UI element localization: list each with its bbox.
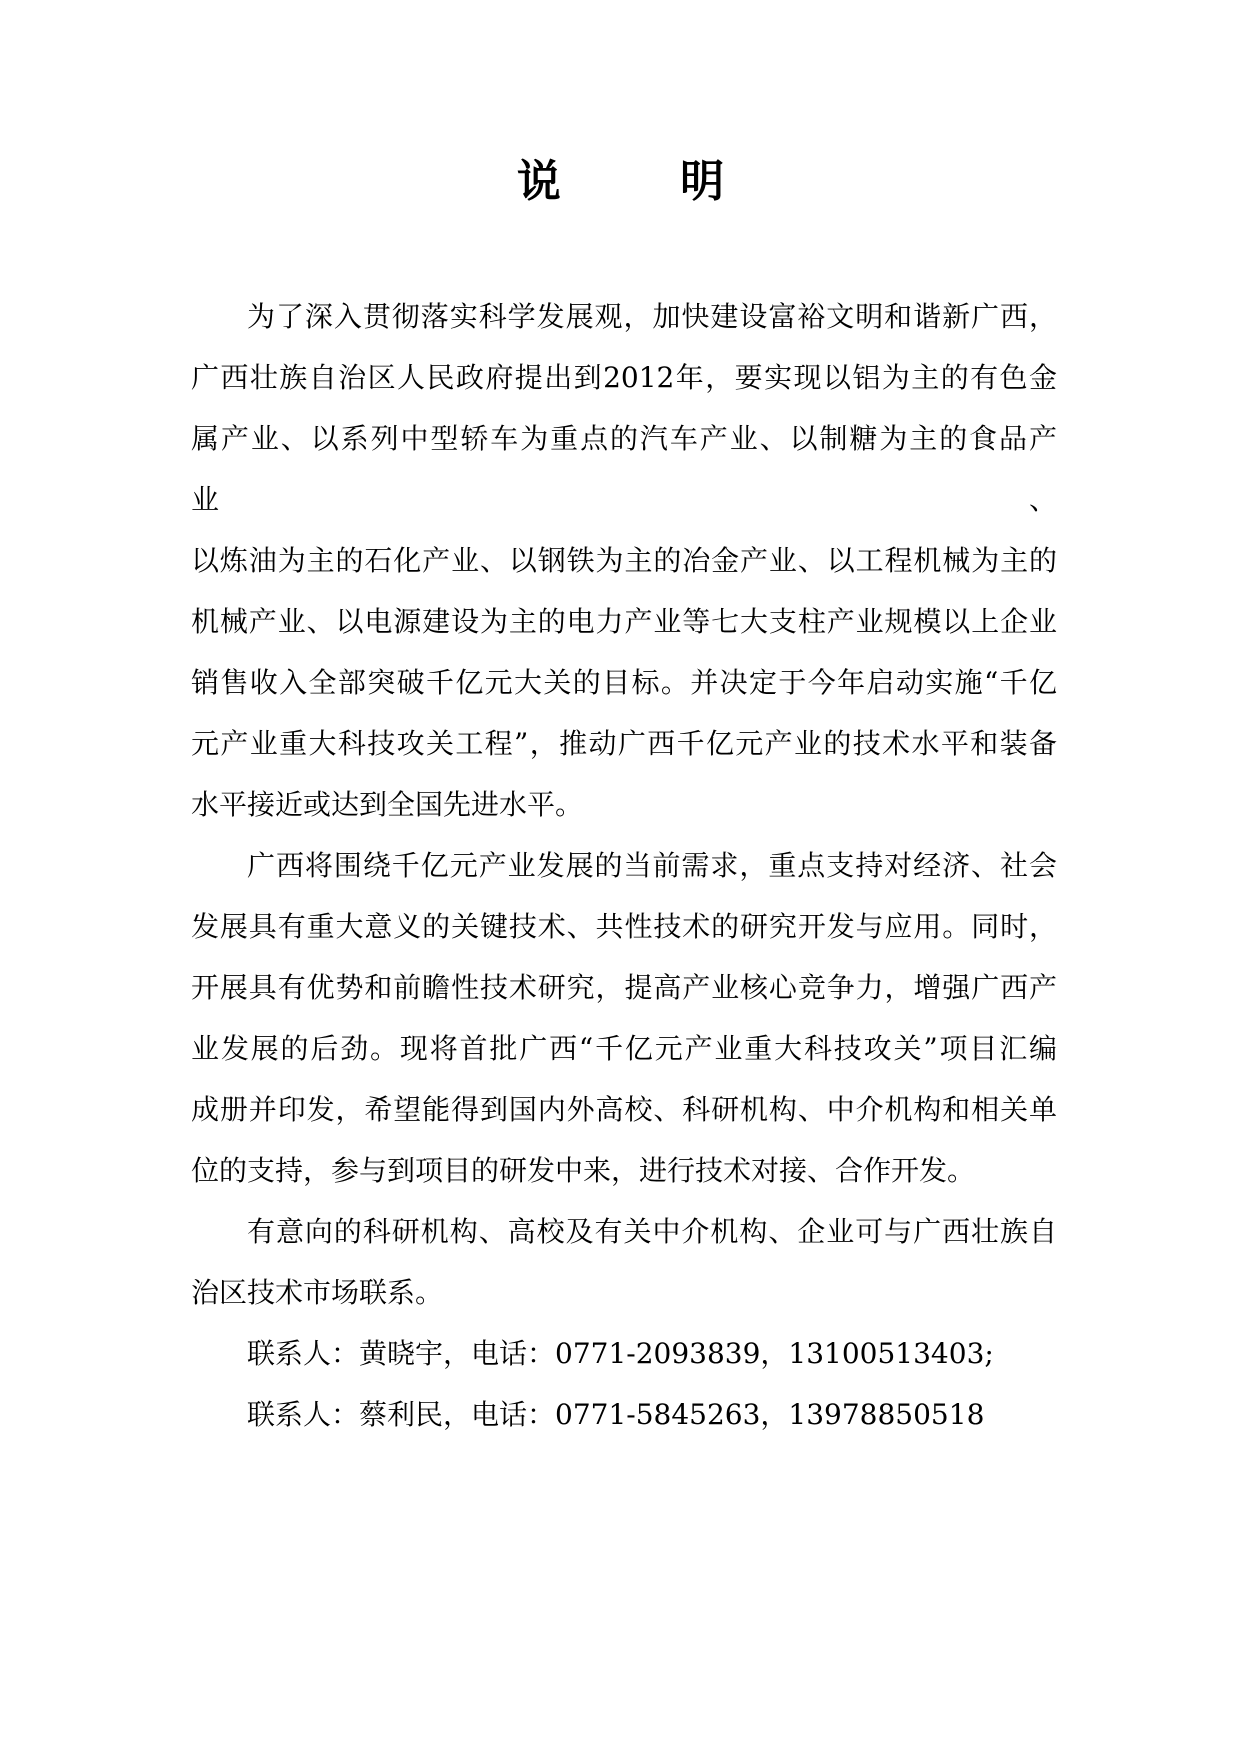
text-line: 水平接近或达到全国先进水平。 <box>191 788 584 821</box>
page-title: 说 明 <box>516 156 777 207</box>
text-line: 业发展的后劲。现将首批广西“千亿元产业重大科技攻关”项目汇编 <box>191 1032 1057 1065</box>
contact-line-2: 联系人：蔡利民，电话：0771-5845263，13978850518 <box>247 1398 985 1431</box>
paragraph-2 <box>191 835 1057 1201</box>
text-line: 治区技术市场联系。 <box>191 1276 444 1309</box>
text-line: 成册并印发，希望能得到国内外高校、科研机构、中介机构和相关单 <box>191 1093 1057 1126</box>
text-line: 元产业重大科技攻关工程”，推动广西千亿元产业的技术水平和装备 <box>191 727 1057 760</box>
text-line: 机械产业、以电源建设为主的电力产业等七大支柱产业规模以上企业 <box>191 605 1057 638</box>
text-line: 发展具有重大意义的关键技术、共性技术的研究开发与应用。同时， <box>191 910 1057 943</box>
text-line: 以炼油为主的石化产业、以钢铁为主的冶金产业、以工程机械为主的 <box>191 544 1057 577</box>
contact-line-1: 联系人：黄晓宇，电话：0771-2093839，13100513403; <box>247 1337 994 1370</box>
text-line: 开展具有优势和前瞻性技术研究，提高产业核心竞争力，增强广西产 <box>191 971 1057 1004</box>
document-body <box>191 286 1057 1445</box>
text-line: 销售收入全部突破千亿元大关的目标。并决定于今年启动实施“千亿 <box>191 666 1057 699</box>
paragraph-1 <box>191 286 1057 835</box>
text-line: 有意向的科研机构、高校及有关中介机构、企业可与广西壮族自 <box>247 1215 1057 1248</box>
text-line: 属产业、以系列中型轿车为重点的汽车产业、以制糖为主的食品产业、 <box>191 422 1057 516</box>
text-line: 位的支持，参与到项目的研发中来，进行技术对接、合作开发。 <box>191 1154 976 1187</box>
text-line: 广西将围绕千亿元产业发展的当前需求，重点支持对经济、社会 <box>247 849 1057 882</box>
paragraph-3 <box>191 1201 1057 1323</box>
text-line: 为了深入贯彻落实科学发展观，加快建设富裕文明和谐新广西， <box>247 300 1057 333</box>
text-line: 广西壮族自治区人民政府提出到2012年，要实现以铝为主的有色金 <box>191 361 1057 394</box>
